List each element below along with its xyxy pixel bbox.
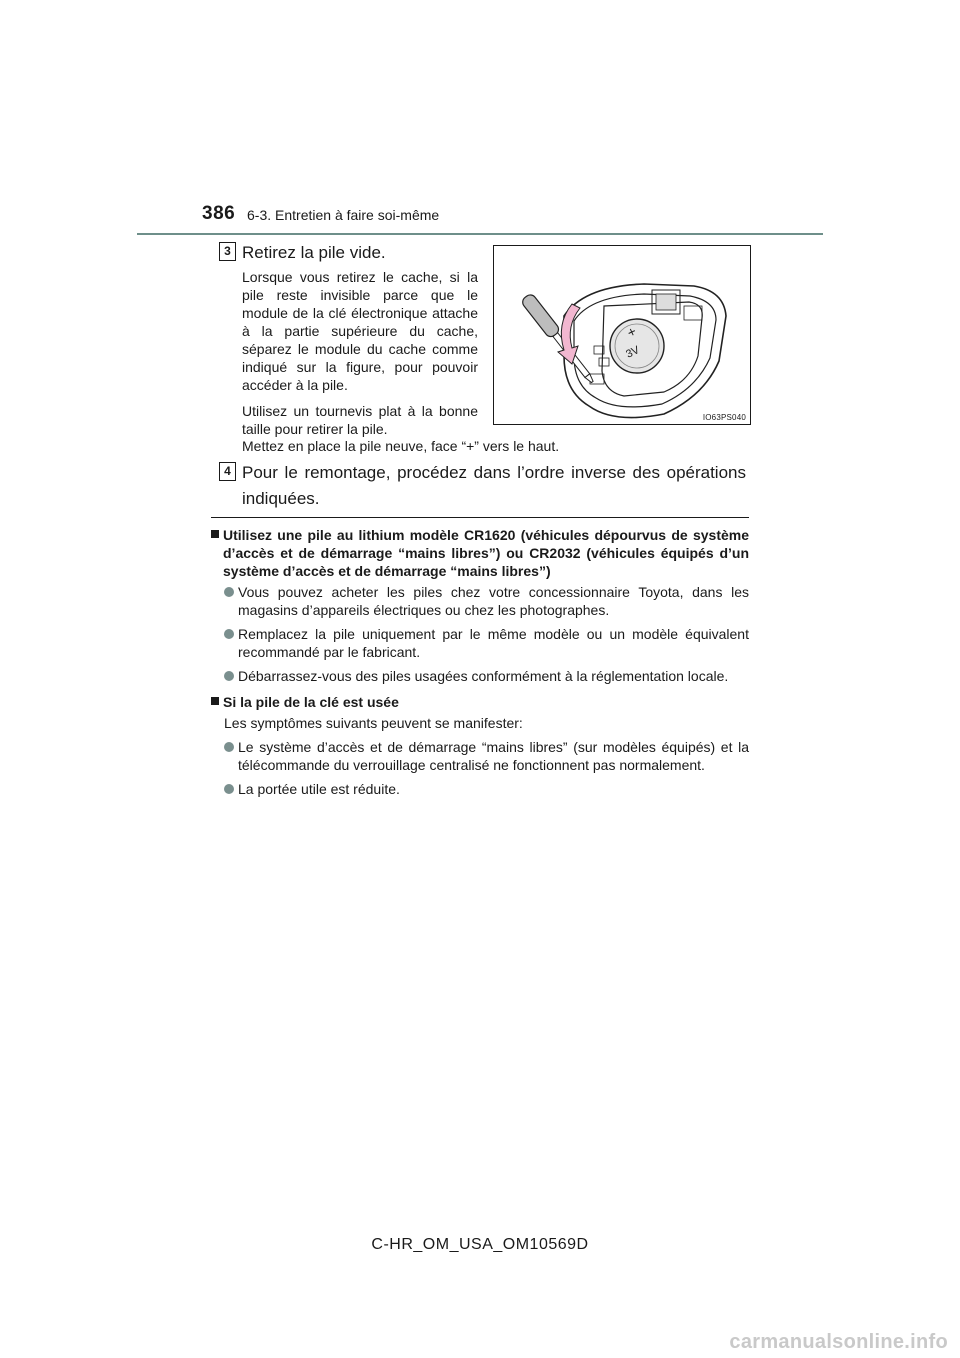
section-divider (211, 517, 749, 518)
step-3-paragraph: Lorsque vous retirez le cache, si la pile reste invisible parce que le module de la clé électronique attache à la partie supérieure du cache, séparez le module du cache comme indiqué sur la figure, pour pouvoir accéder à la pile. (242, 269, 478, 393)
note-bullet-text: Vous pouvez acheter les piles chez votre concessionnaire Toyota, dans les magasins d’appareils électriques ou chez les photographes. (238, 584, 749, 618)
page-number: 386 (202, 203, 236, 224)
header-rule (137, 233, 823, 235)
round-bullet-icon (224, 629, 234, 639)
key-fob-drawing (494, 246, 750, 424)
note-bullet (211, 667, 749, 685)
note-bullet-text: La portée utile est réduite. (238, 781, 400, 797)
section-title: 6-3. Entretien à faire soi-même (247, 207, 440, 223)
round-bullet-icon (224, 587, 234, 597)
round-bullet-icon (224, 671, 234, 681)
note-bullet (211, 780, 749, 798)
step-3-paragraph: Utilisez un tournevis plat à la bonne taille pour retirer la pile. (242, 403, 478, 437)
note-bullet (211, 625, 749, 661)
note-bullet-text: Débarrassez-vous des piles usagées conformément à la réglementation locale. (238, 668, 729, 684)
note-bullet (211, 738, 749, 774)
step-4-badge: 4 (219, 462, 236, 481)
square-bullet-icon (211, 530, 219, 538)
note-heading (211, 693, 749, 711)
note-bullet-text: Le système d’accès et de démarrage “mains libres” (sur modèles équipés) et la télécommande du verrouillage centralisé ne fonctionnent pas normalement. (238, 739, 749, 773)
note-heading-text: Utilisez une pile au lithium modèle CR1620 (véhicules dépourvus de système d’accès et de démarrage “mains libres”) ou CR2032 (véhicules équipés d’un système d’accès et de démarrage “mains libres”) (223, 527, 749, 579)
figure-code: IO63PS040 (702, 413, 746, 422)
notes-section (211, 526, 749, 804)
step-3-title: Retirez la pile vide. (242, 243, 386, 262)
step-3-badge: 3 (219, 242, 236, 261)
battery-plus-label: + (624, 322, 639, 341)
round-bullet-icon (224, 742, 234, 752)
key-battery-illustration (493, 245, 751, 425)
note-bullet (211, 583, 749, 619)
note-bullet-text: Remplacez la pile uniquement par le même modèle ou un modèle équivalent recommandé par le fabricant. (238, 626, 749, 660)
note-heading (211, 526, 749, 580)
step-3-body (242, 268, 478, 446)
step-4-text: Pour le remontage, procédez dans l’ordre inverse des opérations indiquées. (242, 463, 746, 508)
round-bullet-icon (224, 784, 234, 794)
document-code: C-HR_OM_USA_OM10569D (371, 1236, 589, 1253)
note-heading-text: Si la pile de la clé est usée (223, 694, 399, 710)
step-3-insert-note: Mettez en place la pile neuve, face “+” vers le haut. (242, 438, 560, 454)
battery-voltage-label: 3V (624, 344, 642, 361)
watermark: carmanualsonline.info (729, 1331, 948, 1353)
note-intro: Les symptômes suivants peuvent se manifester: (224, 715, 523, 731)
square-bullet-icon (211, 697, 219, 705)
